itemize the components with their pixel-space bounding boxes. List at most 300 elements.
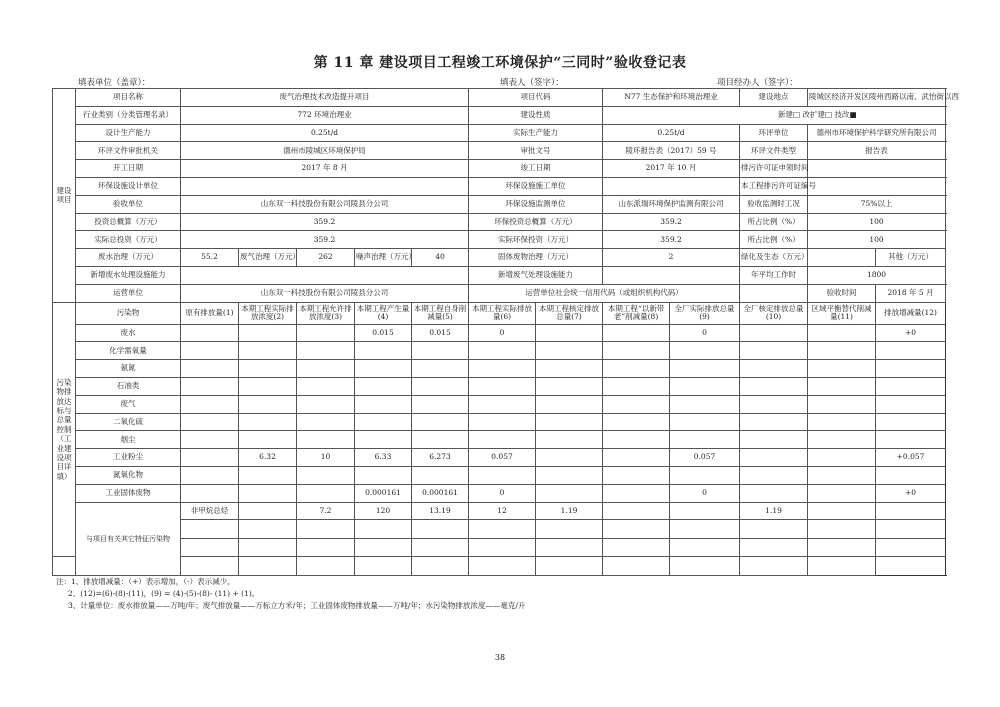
- row-operator: [53, 284, 946, 302]
- section-construction: 建设项目: [53, 89, 76, 303]
- cell: [239, 502, 297, 520]
- value: [181, 177, 469, 195]
- cell: [603, 557, 670, 576]
- pollutant-row: [53, 395, 946, 413]
- page-title: 第 11 章 建设项目工程竣工环境保护“三同时”验收登记表: [313, 55, 687, 71]
- cell: [355, 395, 412, 413]
- cell: [469, 360, 536, 378]
- cell: [469, 395, 536, 413]
- cell: [670, 502, 740, 520]
- column-header: 本期工程自身削减量(5): [412, 302, 469, 324]
- note-1: 注：1、排放增减量：（+）表示增加，（-）表示减少。: [56, 577, 235, 586]
- cell: [740, 520, 808, 539]
- cell: [808, 557, 876, 576]
- cell: 6.273: [412, 449, 469, 467]
- cell: [181, 557, 239, 576]
- column-header: 本期工程核定排放总量(7): [536, 302, 603, 324]
- value: 山东派瑞环境保护监测有限公司: [603, 195, 740, 213]
- cell: [355, 557, 412, 576]
- cell: [808, 395, 876, 413]
- column-header: 本期工程“以新带老”削减量(8): [603, 302, 670, 324]
- cell: [876, 431, 946, 449]
- cell: [53, 557, 76, 576]
- section-other-pollutants: 与项目有关其它特征污染物: [76, 502, 181, 575]
- cell: 7.2: [297, 502, 355, 520]
- value: [181, 266, 469, 284]
- label: 环保设施监测单位: [469, 195, 603, 213]
- pollutant-name: 烟尘: [76, 431, 181, 449]
- cell: [355, 520, 412, 539]
- cell: [469, 538, 536, 557]
- cell: [603, 431, 670, 449]
- cell: [412, 520, 469, 539]
- header-filler: 填表人（签字）：: [500, 78, 564, 88]
- acceptance-registration-table: [52, 88, 960, 576]
- value: 40: [412, 249, 469, 267]
- cell: [603, 360, 670, 378]
- cell: +0.057: [876, 449, 946, 467]
- cell: [181, 377, 239, 395]
- cell: [876, 377, 946, 395]
- cell: [412, 377, 469, 395]
- row-facility-units: [53, 177, 946, 195]
- cell: [181, 431, 239, 449]
- cell: [536, 360, 603, 378]
- label: 建设性质: [469, 106, 603, 124]
- label: 环评文件审批机关: [76, 142, 181, 160]
- other-pollutant-row: [53, 557, 946, 576]
- column-header: 本期工程产生量(4): [355, 302, 412, 324]
- label: 新增废气处理设施能力: [469, 266, 603, 284]
- cell: [536, 449, 603, 467]
- label: 新增废水处理设施能力: [76, 266, 181, 284]
- value: 德州市陵城区环境保护局: [181, 142, 469, 160]
- cell: [469, 377, 536, 395]
- value: 359.2: [603, 231, 740, 249]
- cell: [297, 520, 355, 539]
- cell: [239, 466, 297, 484]
- label: 项目名称: [76, 89, 181, 107]
- cell: [536, 431, 603, 449]
- value: 359.2: [181, 213, 469, 231]
- pollutant-name: 石油类: [76, 377, 181, 395]
- label: 其他（万元）: [876, 249, 946, 267]
- cell: [808, 324, 876, 342]
- column-header: 本期工程实际排放量(6): [469, 302, 536, 324]
- cell: 0.000161: [355, 484, 412, 502]
- cell: [297, 377, 355, 395]
- cell: [297, 431, 355, 449]
- row-project-name: [53, 89, 946, 107]
- cell: [808, 360, 876, 378]
- cell: [603, 484, 670, 502]
- cell: [181, 466, 239, 484]
- cell: [670, 413, 740, 431]
- cell: [808, 520, 876, 539]
- pollutant-row: [53, 377, 946, 395]
- cell: [412, 557, 469, 576]
- cell: +0: [876, 324, 946, 342]
- cell: [355, 360, 412, 378]
- cell: 0.015: [412, 324, 469, 342]
- cell: [239, 360, 297, 378]
- note-3: 3、计量单位：废水排放量——万吨/年；废气排放量——万标立方米/年；工业固体废物排放量——万吨/年；水污染物排放浓度——毫克/升: [68, 601, 526, 610]
- cell: [412, 413, 469, 431]
- pollutant-name: 工业粉尘: [76, 449, 181, 467]
- pollutant-row: [53, 413, 946, 431]
- cell: [670, 466, 740, 484]
- cell: [536, 520, 603, 539]
- cell: [603, 466, 670, 484]
- label: 环保设施施工单位: [469, 177, 603, 195]
- value: 262: [297, 249, 355, 267]
- value: 359.2: [181, 231, 469, 249]
- label: 验收时间: [808, 284, 876, 302]
- cell: [808, 342, 876, 360]
- cell: [670, 360, 740, 378]
- column-header: 本期工程允许排放浓度(3): [297, 302, 355, 324]
- cell: [297, 484, 355, 502]
- value: 2017 年 10 月: [603, 160, 740, 178]
- cell: 0.000161: [412, 484, 469, 502]
- cell: [536, 466, 603, 484]
- label: 建设地点: [740, 89, 808, 107]
- cell: [355, 413, 412, 431]
- label: 噪声治理（万元）: [355, 249, 412, 267]
- value: 1800: [808, 266, 946, 284]
- cell: [603, 324, 670, 342]
- cell: [297, 342, 355, 360]
- label: 年平均工作时: [740, 266, 808, 284]
- cell: [670, 342, 740, 360]
- pollutant-name: 氮氧化物: [76, 466, 181, 484]
- label: 设计生产能力: [76, 124, 181, 142]
- cell: [740, 360, 808, 378]
- cell: [808, 449, 876, 467]
- row-capacity: [53, 124, 946, 142]
- cell: [808, 466, 876, 484]
- cell: [536, 395, 603, 413]
- pollutant-row: [53, 484, 946, 502]
- label: 固体废物治理（万元）: [469, 249, 603, 267]
- cell: [181, 449, 239, 467]
- value: 2018 年 5 月: [876, 284, 946, 302]
- cell: [740, 413, 808, 431]
- cell: 6.33: [355, 449, 412, 467]
- cell: [536, 342, 603, 360]
- cell: 0.057: [670, 449, 740, 467]
- cell: [740, 342, 808, 360]
- cell: [670, 377, 740, 395]
- pollutant-name: 化学需氧量: [76, 342, 181, 360]
- value: 陵环报告表（2017）59 号: [603, 142, 740, 160]
- cell: [181, 324, 239, 342]
- label: 审批文号: [469, 142, 603, 160]
- row-approval: [53, 142, 946, 160]
- cell: [670, 538, 740, 557]
- other-pollutant-row: [53, 538, 946, 557]
- cell: [808, 502, 876, 520]
- cell: [536, 484, 603, 502]
- header-unit: 填表单位（盖章）：: [78, 78, 151, 88]
- label: 本工程排污许可证编号: [740, 177, 808, 195]
- value: 2017 年 8 月: [181, 160, 469, 178]
- value: 2: [603, 249, 740, 267]
- cell: [670, 557, 740, 576]
- value: N77 生态保护和环境治理业: [603, 89, 740, 107]
- column-header: 原有排放量(1): [181, 302, 239, 324]
- cell: [239, 431, 297, 449]
- cell: [603, 413, 670, 431]
- cell: [181, 342, 239, 360]
- cell: [297, 360, 355, 378]
- cell: [740, 557, 808, 576]
- label: 实际环保投资（万元）: [469, 231, 603, 249]
- cell: [536, 377, 603, 395]
- cell: [469, 431, 536, 449]
- value: [603, 177, 740, 195]
- cell: [603, 377, 670, 395]
- pollutant-row: [53, 360, 946, 378]
- cell: 0.015: [355, 324, 412, 342]
- label: 运营单位: [76, 284, 181, 302]
- cell: [740, 466, 808, 484]
- cell: [469, 413, 536, 431]
- label: 投资总概算（万元）: [76, 213, 181, 231]
- value: 359.2: [603, 213, 740, 231]
- cell: [297, 466, 355, 484]
- label: 验收监测时工况: [740, 195, 808, 213]
- cell: [740, 377, 808, 395]
- value: 100: [808, 213, 946, 231]
- cell: [876, 520, 946, 539]
- section-pollution: 污染物排放达标与总量控制（工业建设项目详填）: [53, 302, 76, 557]
- cell: [740, 395, 808, 413]
- label: 排污许可证申领时间: [740, 160, 808, 178]
- cell: [297, 395, 355, 413]
- cell: [740, 484, 808, 502]
- cell: [412, 538, 469, 557]
- value: [808, 249, 876, 267]
- value: 75%以上: [808, 195, 946, 213]
- construction-nature-options: 新建□ 改扩建□ 技改■: [603, 106, 946, 124]
- cell: +0: [876, 484, 946, 502]
- pollutant-row: [53, 342, 946, 360]
- value: 772 环境治理业: [181, 106, 469, 124]
- pollutant-name: 工业固体废物: [76, 484, 181, 502]
- cell: [740, 538, 808, 557]
- value: 100: [808, 231, 946, 249]
- value: 0.25t/d: [181, 124, 469, 142]
- cell: [808, 431, 876, 449]
- label: 实际生产能力: [469, 124, 603, 142]
- cell: [297, 538, 355, 557]
- value: 山东双一科技股份有限公司陵县分公司: [181, 284, 469, 302]
- cell: [297, 413, 355, 431]
- cell: [355, 466, 412, 484]
- column-header: 污染物: [76, 302, 181, 324]
- column-header: 本期工程实际排放浓度(2): [239, 302, 297, 324]
- cell: [536, 413, 603, 431]
- cell: [412, 466, 469, 484]
- cell: [469, 557, 536, 576]
- cell: [181, 484, 239, 502]
- cell: [808, 377, 876, 395]
- cell: [355, 431, 412, 449]
- cell: [808, 538, 876, 557]
- cell: [239, 538, 297, 557]
- cell: 0.057: [469, 449, 536, 467]
- value: [808, 177, 946, 195]
- cell: [876, 466, 946, 484]
- value: [603, 266, 740, 284]
- cell: [670, 431, 740, 449]
- cell: [808, 484, 876, 502]
- cell: [603, 502, 670, 520]
- label: 实际总投资（万元）: [76, 231, 181, 249]
- cell: [876, 538, 946, 557]
- cell: [239, 342, 297, 360]
- cell: [181, 520, 239, 539]
- cell: 1.19: [740, 502, 808, 520]
- label: 行业类别（分类管理名录）: [76, 106, 181, 124]
- cell: [603, 395, 670, 413]
- label: 废水治理（万元）: [76, 249, 181, 267]
- cell: [239, 395, 297, 413]
- cell: [603, 342, 670, 360]
- row-acceptance-unit: [53, 195, 946, 213]
- cell: [536, 324, 603, 342]
- cell: 0: [469, 324, 536, 342]
- cell: [603, 449, 670, 467]
- page-number: 38: [494, 653, 506, 662]
- cell: [603, 538, 670, 557]
- cell: [876, 502, 946, 520]
- cell: 0: [670, 484, 740, 502]
- cell: [469, 466, 536, 484]
- cell: [239, 377, 297, 395]
- cell: [603, 520, 670, 539]
- header-handler: 项目经办人（签字）：: [717, 78, 798, 88]
- cell: [181, 395, 239, 413]
- value: 0.25t/d: [603, 124, 740, 142]
- cell: [876, 342, 946, 360]
- pollutant-row: [53, 466, 946, 484]
- cell: 10: [297, 449, 355, 467]
- cell: [740, 431, 808, 449]
- row-industry: [53, 106, 946, 124]
- pollutant-header-row: [53, 302, 946, 324]
- pollutant-row: [53, 324, 946, 342]
- cell: [355, 538, 412, 557]
- cell: [740, 324, 808, 342]
- cell: [181, 538, 239, 557]
- row-budget: [53, 213, 946, 231]
- cell: 13.19: [412, 502, 469, 520]
- note-2: 2、(12)=(6)-(8)-(11)，(9) = (4)-(5)-(8)- (11) + (1)。: [68, 589, 260, 598]
- cell: [876, 413, 946, 431]
- cell: 0: [670, 324, 740, 342]
- pollutant-row: [53, 431, 946, 449]
- label: 环评单位: [740, 124, 808, 142]
- pollutant-name: 氨氮: [76, 360, 181, 378]
- cell: [412, 360, 469, 378]
- row-new-capacity: [53, 266, 946, 284]
- cell: [239, 520, 297, 539]
- label: 所占比例（%）: [740, 213, 808, 231]
- value: 陵城区经济开发区陵州西路以南、武怡街以西: [808, 89, 946, 107]
- column-header: 排放增减量(12): [876, 302, 946, 324]
- other-pollutant-row: [53, 520, 946, 539]
- cell: [469, 520, 536, 539]
- label: 开工日期: [76, 160, 181, 178]
- pollutant-name: 非甲烷总烃: [181, 502, 239, 520]
- cell: [297, 324, 355, 342]
- cell: [355, 377, 412, 395]
- value: 报告表: [808, 142, 946, 160]
- label: 验收单位: [76, 195, 181, 213]
- label: 废气治理（万元）: [239, 249, 297, 267]
- cell: [876, 395, 946, 413]
- cell: [469, 342, 536, 360]
- label: 项目代码: [469, 89, 603, 107]
- pollutant-name: 废气: [76, 395, 181, 413]
- cell: [670, 395, 740, 413]
- label: 环评文件类型: [740, 142, 808, 160]
- pollutant-name: 二氧化硫: [76, 413, 181, 431]
- cell: 0: [469, 484, 536, 502]
- label: 环保设施设计单位: [76, 177, 181, 195]
- value: [808, 160, 946, 178]
- cell: 6.32: [239, 449, 297, 467]
- cell: [355, 342, 412, 360]
- value: [740, 284, 808, 302]
- cell: [239, 484, 297, 502]
- label: 运营单位社会统一信用代码（或组织机构代码）: [469, 284, 740, 302]
- cell: [876, 360, 946, 378]
- cell: [808, 413, 876, 431]
- cell: [412, 431, 469, 449]
- cell: 120: [355, 502, 412, 520]
- pollutant-row: [53, 502, 946, 520]
- cell: [239, 413, 297, 431]
- cell: [181, 360, 239, 378]
- row-dates: [53, 160, 946, 178]
- row-actual-investment: [53, 231, 946, 249]
- label: 绿化及生态（万元）: [740, 249, 808, 267]
- label: 所占比例（%）: [740, 231, 808, 249]
- row-treatment-costs: [53, 249, 946, 267]
- label: 竣工日期: [469, 160, 603, 178]
- cell: [740, 449, 808, 467]
- cell: 1.19: [536, 502, 603, 520]
- pollutant-name: 废水: [76, 324, 181, 342]
- value: 废气治理技术改造提升项目: [181, 89, 469, 107]
- cell: [536, 557, 603, 576]
- value: 山东双一科技股份有限公司陵县分公司: [181, 195, 469, 213]
- value: 德州市环境保护科学研究所有限公司: [808, 124, 946, 142]
- cell: [297, 557, 355, 576]
- pollutant-row: [53, 449, 946, 467]
- cell: [181, 413, 239, 431]
- cell: 12: [469, 502, 536, 520]
- cell: [239, 324, 297, 342]
- column-header: 区域平衡替代削减量(11): [808, 302, 876, 324]
- cell: [670, 520, 740, 539]
- column-header: 全厂实际排放总量(9): [670, 302, 740, 324]
- label: 环保投资总概算（万元）: [469, 213, 603, 231]
- value: 55.2: [181, 249, 239, 267]
